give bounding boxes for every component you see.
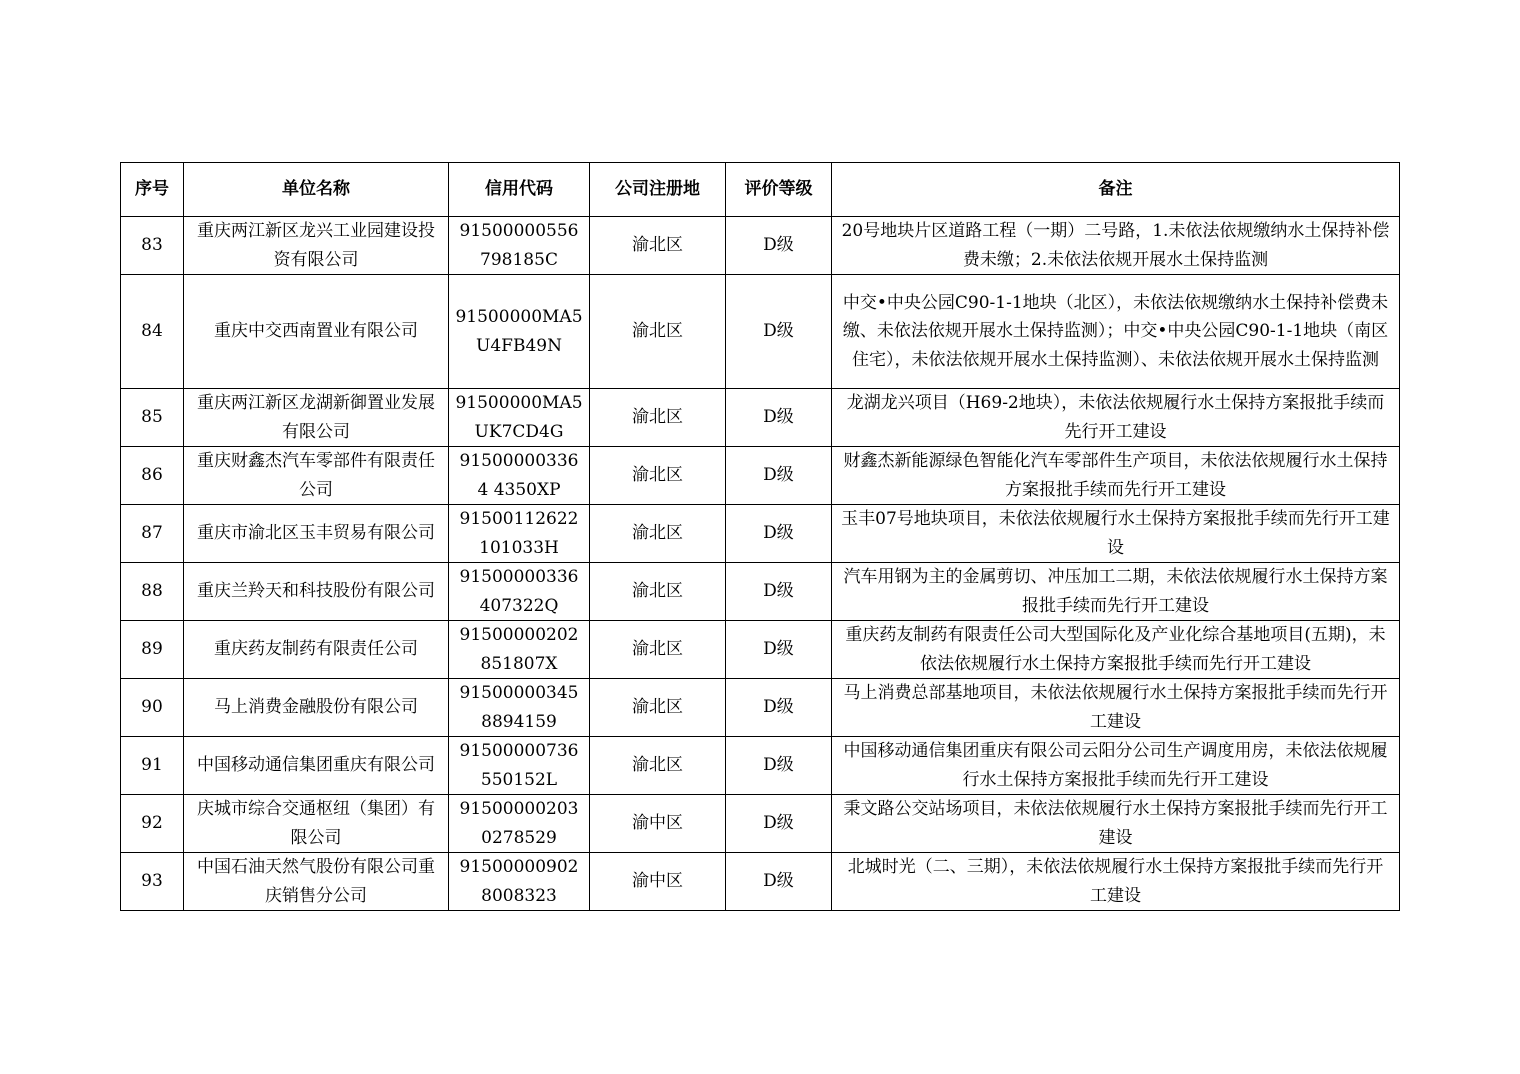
cell-code: 91500000MA5UK7CD4G	[449, 389, 590, 447]
header-index: 序号	[121, 163, 184, 217]
cell-remark: 马上消费总部基地项目，未依法依规履行水土保持方案报批手续而先行开工建设	[832, 679, 1400, 737]
table-row	[121, 737, 1400, 795]
cell-index: 89	[121, 621, 184, 679]
cell-remark: 汽车用钢为主的金属剪切、冲压加工二期，未依法依规履行水土保持方案报批手续而先行开工建设	[832, 563, 1400, 621]
cell-registry: 渝北区	[590, 217, 726, 275]
evaluation-table	[120, 162, 1400, 911]
cell-name: 庆城市综合交通枢纽（集团）有限公司	[184, 795, 449, 853]
table-row	[121, 275, 1400, 389]
header-grade: 评价等级	[726, 163, 832, 217]
header-row	[121, 163, 1400, 217]
cell-index: 86	[121, 447, 184, 505]
cell-name: 中国移动通信集团重庆有限公司	[184, 737, 449, 795]
cell-name: 重庆市渝北区玉丰贸易有限公司	[184, 505, 449, 563]
cell-registry: 渝北区	[590, 737, 726, 795]
cell-grade: D级	[726, 447, 832, 505]
header-remark: 备注	[832, 163, 1400, 217]
cell-code: 91500112622101033H	[449, 505, 590, 563]
cell-grade: D级	[726, 505, 832, 563]
table-row	[121, 389, 1400, 447]
cell-grade: D级	[726, 737, 832, 795]
cell-name: 重庆药友制药有限责任公司	[184, 621, 449, 679]
cell-code: 915000003458894159	[449, 679, 590, 737]
cell-index: 90	[121, 679, 184, 737]
cell-grade: D级	[726, 563, 832, 621]
cell-code: 91500000336407322Q	[449, 563, 590, 621]
cell-registry: 渝北区	[590, 389, 726, 447]
cell-remark: 玉丰07号地块项目，未依法依规履行水土保持方案报批手续而先行开工建设	[832, 505, 1400, 563]
cell-index: 88	[121, 563, 184, 621]
cell-registry: 渝北区	[590, 447, 726, 505]
table-row	[121, 621, 1400, 679]
cell-grade: D级	[726, 275, 832, 389]
table-row	[121, 853, 1400, 911]
cell-name: 中国石油天然气股份有限公司重庆销售分公司	[184, 853, 449, 911]
cell-remark: 20号地块片区道路工程（一期）二号路，1.未依法依规缴纳水土保持补偿费未缴；2.未依法依规开展水土保持监测	[832, 217, 1400, 275]
cell-index: 84	[121, 275, 184, 389]
table-header	[121, 163, 1400, 217]
table-row	[121, 795, 1400, 853]
cell-remark: 北城时光（二、三期），未依法依规履行水土保持方案报批手续而先行开工建设	[832, 853, 1400, 911]
cell-code: 915000009028008323	[449, 853, 590, 911]
cell-remark: 财鑫杰新能源绿色智能化汽车零部件生产项目，未依法依规履行水土保持方案报批手续而先行开工建设	[832, 447, 1400, 505]
cell-grade: D级	[726, 389, 832, 447]
cell-code: 91500000202851807X	[449, 621, 590, 679]
cell-grade: D级	[726, 853, 832, 911]
header-registry: 公司注册地	[590, 163, 726, 217]
cell-name: 重庆中交西南置业有限公司	[184, 275, 449, 389]
table-body	[121, 217, 1400, 911]
cell-code: 91500000736550152L	[449, 737, 590, 795]
cell-code: 915000002030278529	[449, 795, 590, 853]
cell-name: 重庆两江新区龙兴工业园建设投资有限公司	[184, 217, 449, 275]
header-code: 信用代码	[449, 163, 590, 217]
cell-grade: D级	[726, 621, 832, 679]
table-row	[121, 679, 1400, 737]
cell-remark: 龙湖龙兴项目（H69-2地块），未依法依规履行水土保持方案报批手续而先行开工建设	[832, 389, 1400, 447]
cell-remark: 中国移动通信集团重庆有限公司云阳分公司生产调度用房，未依法依规履行水土保持方案报批手续而先行开工建设	[832, 737, 1400, 795]
header-name: 单位名称	[184, 163, 449, 217]
cell-grade: D级	[726, 795, 832, 853]
cell-registry: 渝中区	[590, 795, 726, 853]
cell-grade: D级	[726, 217, 832, 275]
cell-name: 重庆财鑫杰汽车零部件有限责任公司	[184, 447, 449, 505]
cell-index: 87	[121, 505, 184, 563]
cell-name: 重庆兰羚天和科技股份有限公司	[184, 563, 449, 621]
cell-index: 93	[121, 853, 184, 911]
cell-remark: 重庆药友制药有限责任公司大型国际化及产业化综合基地项目(五期)，未依法依规履行水土保持方案报批手续而先行开工建设	[832, 621, 1400, 679]
cell-code: 91500000556798185C	[449, 217, 590, 275]
cell-registry: 渝北区	[590, 505, 726, 563]
cell-name: 马上消费金融股份有限公司	[184, 679, 449, 737]
cell-registry: 渝北区	[590, 679, 726, 737]
table-row	[121, 217, 1400, 275]
cell-registry: 渝中区	[590, 853, 726, 911]
cell-index: 91	[121, 737, 184, 795]
cell-remark: 中交•中央公园C90-1-1地块（北区），未依法依规缴纳水土保持补偿费未缴、未依法依规开展水土保持监测）；中交•中央公园C90-1-1地块（南区住宅），未依法依规开展水土保持监测）、未依法依规开展水土保持监测	[832, 275, 1400, 389]
cell-name: 重庆两江新区龙湖新御置业发展有限公司	[184, 389, 449, 447]
table-row	[121, 563, 1400, 621]
cell-index: 83	[121, 217, 184, 275]
cell-registry: 渝北区	[590, 621, 726, 679]
cell-code: 915000003364 4350XP	[449, 447, 590, 505]
table-row	[121, 447, 1400, 505]
cell-index: 92	[121, 795, 184, 853]
table-row	[121, 505, 1400, 563]
cell-code: 91500000MA5U4FB49N	[449, 275, 590, 389]
cell-grade: D级	[726, 679, 832, 737]
cell-registry: 渝北区	[590, 275, 726, 389]
cell-registry: 渝北区	[590, 563, 726, 621]
cell-remark: 秉文路公交站场项目，未依法依规履行水土保持方案报批手续而先行开工建设	[832, 795, 1400, 853]
cell-index: 85	[121, 389, 184, 447]
